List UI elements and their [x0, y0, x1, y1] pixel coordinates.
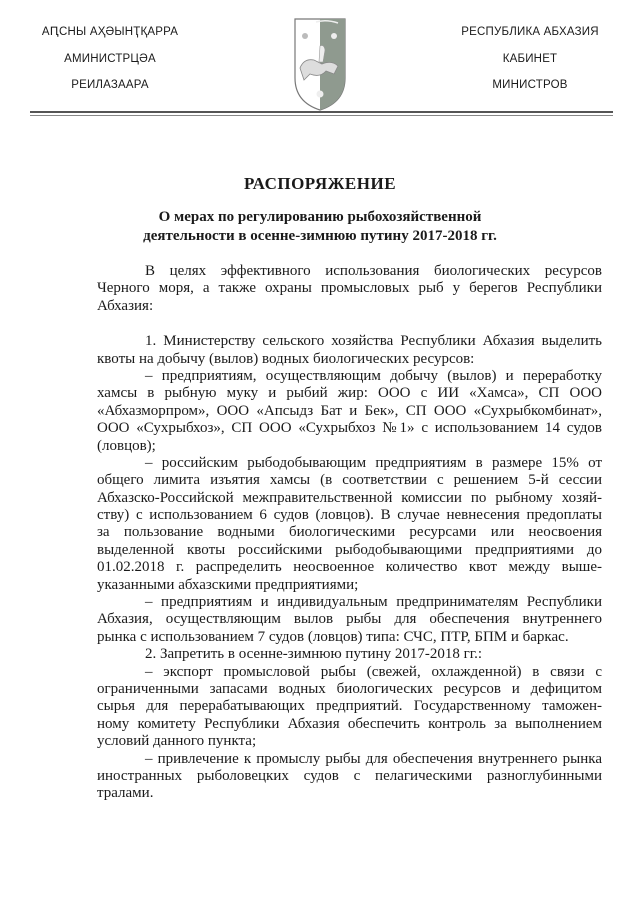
paragraph [97, 664, 602, 751]
text-line: за пользование водными биологическими ресурсами или неосвоения [97, 524, 602, 541]
text-line: – привлечение к промыслу рыбы для обеспечения внутреннего рынка [145, 750, 602, 767]
text-line: хамсы в рыбную муку и рыбий жир: ООО с ИИ «Хамса», СП ООО [97, 385, 602, 402]
header-right-line: РЕСПУБЛИКА АБХАЗИЯ [461, 26, 599, 38]
paragraph [97, 455, 602, 594]
header-left-line: АԤСНЫ АҲӘЫНҬҚАРРА [41, 26, 179, 38]
paragraph [97, 594, 602, 646]
text-line: ству) с использованием 6 судов (ловцов). В случае невнесения предоплаты [97, 507, 602, 524]
header-divider-thick [30, 111, 613, 113]
header-right-line: МИНИСТРОВ [492, 79, 568, 91]
text-line: Черного моря, а также охраны промысловых рыб у берегов Республики [97, 280, 602, 297]
subtitle-line: деятельности в осенне-зимнюю путину 2017-2018 гг. [143, 228, 497, 244]
text-line: условий данного пункта; [97, 733, 257, 750]
text-line: указанными абхазскими предприятиями; [97, 576, 359, 593]
text-line: иностранных рыболовецких судов с пелагическими разноглубинными [97, 767, 602, 784]
text-line: Абхазия, осуществляющим вылов рыбы для обеспечения внутреннего [97, 611, 602, 628]
text-line: ному комитету Республики Абхазия обеспечить контроль за выполнением [97, 715, 602, 732]
text-line: – предприятиям, осуществляющим добычу (вылов) и переработку [145, 367, 602, 384]
coat-of-arms-emblem [292, 16, 348, 112]
text-line: тралами. [97, 785, 154, 802]
document-subtitle [0, 208, 640, 246]
header-left-line: АМИНИСТРЦӘА [64, 52, 156, 65]
text-line: Абхазско-Российской межправительственной комиссии по рыбному хозяй- [97, 489, 602, 506]
text-line: В целях эффективного использования биологических ресурсов [145, 263, 602, 279]
paragraph [97, 646, 602, 663]
text-line: 1. Министерству сельского хозяйства Республики Абхазия выделить [145, 333, 602, 350]
header-right-russian [420, 19, 640, 99]
paragraph [97, 333, 602, 368]
header-left-abkhaz [0, 19, 220, 99]
text-line: квоты на добычу (вылов) водных биологических ресурсов: [97, 350, 475, 367]
text-line: – предприятиям и индивидуальным предпринимателям Республики [145, 594, 602, 611]
text-line: общего лимита изъятия хамсы (в соответствии с решением 5-й сессии [97, 472, 602, 489]
text-line: – экспорт промысловой рыбы (свежей, охлажденной) в связи с [145, 663, 602, 680]
paragraph [97, 751, 602, 803]
text-line: выделенной квоты российскими рыбодобывающими предприятиями до [97, 541, 602, 558]
text-line: (ловцов); [97, 437, 156, 454]
text-line: 2. Запретить в осенне-зимнюю путину 2017-2018 гг.: [145, 646, 483, 663]
paragraph [97, 368, 602, 455]
paragraph [97, 263, 602, 315]
star-icon [302, 33, 308, 39]
text-line: ограниченными запасами водных биологических ресурсов и дефицитом [97, 680, 602, 697]
document-title: РАСПОРЯЖЕНИЕ [243, 174, 397, 193]
text-line: сырья для перерабатывающих предприятий. Государственному таможен- [97, 698, 602, 715]
header-right-line: КАБИНЕТ [502, 52, 558, 65]
header-left-line: РЕИЛАЗААРА [71, 79, 149, 91]
text-line: – российским рыбодобывающим предприятиям в размере 15% от [145, 454, 602, 471]
subtitle-line: О мерах по регулированию рыбохозяйственной [158, 209, 482, 225]
text-line: «Абхазморпром», ООО «Апсыдз Бат и Бек», СП ООО «Сухрыбкомбинат», [97, 402, 602, 419]
header-divider-thin [30, 115, 613, 116]
text-line: 01.02.2018 г. распределить неосвоенное количество квот между выше- [97, 559, 602, 576]
text-line: ООО «Сухрыбхоз», СП ООО «Сухрыбхоз №1» с использованием 14 судов [97, 420, 602, 437]
document-body [97, 263, 602, 803]
text-line: Абхазия: [97, 297, 154, 314]
text-line: рынка с использованием 7 судов (ловцов) типа: СЧС, ПТР, БПМ и баркас. [97, 628, 569, 645]
